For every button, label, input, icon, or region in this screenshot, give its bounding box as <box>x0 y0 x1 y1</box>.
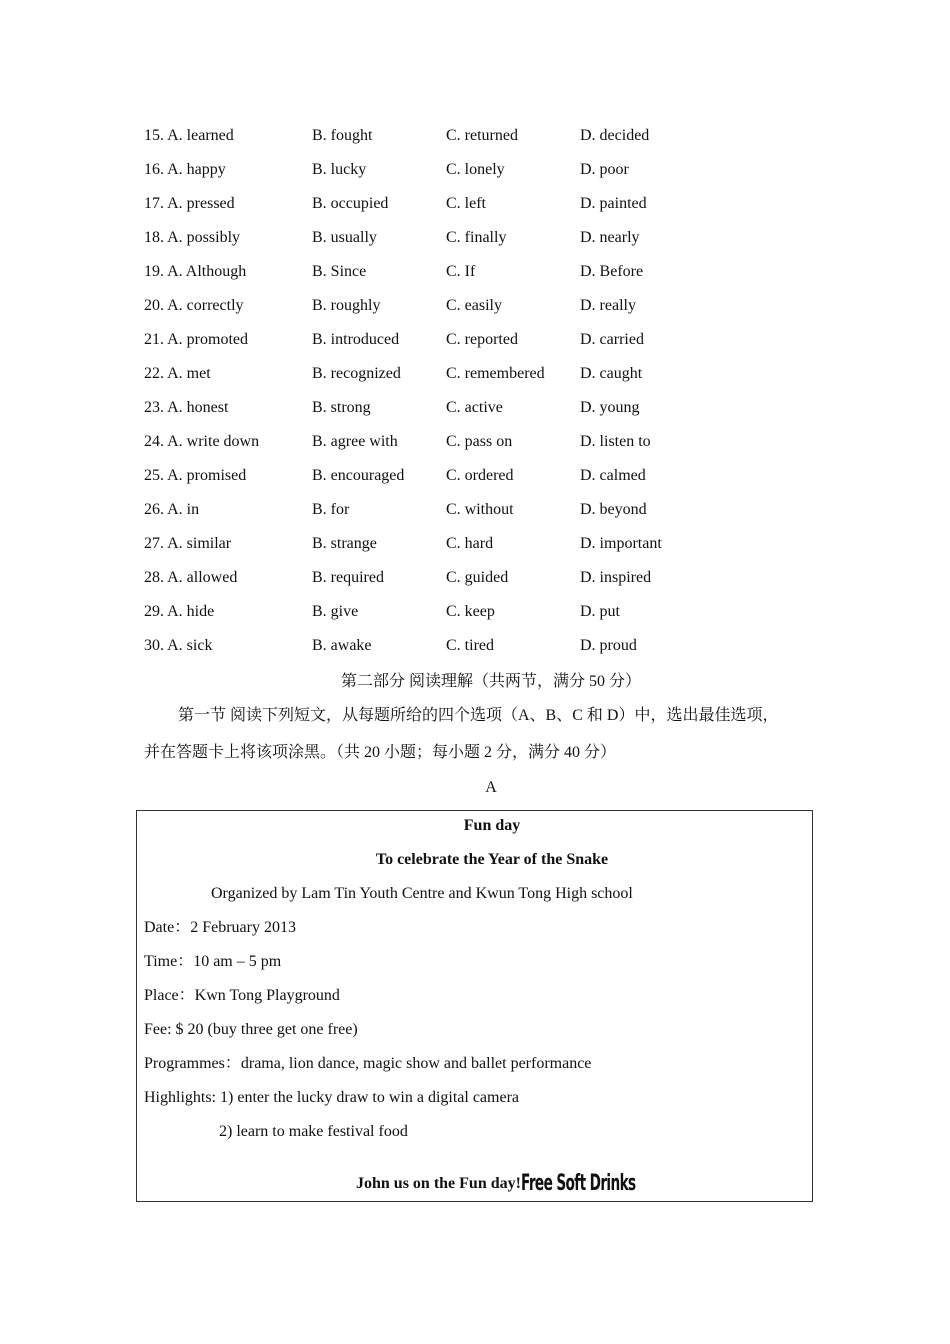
notice-footer <box>356 1173 706 1195</box>
option-d: D. proud <box>580 637 637 654</box>
notice-title: Fun day <box>463 817 521 834</box>
option-b: B. usually <box>312 229 377 246</box>
notice-date: Date：2 February 2013 <box>144 919 296 936</box>
option-c: C. active <box>446 399 503 416</box>
option-row <box>0 295 950 317</box>
option-row <box>0 363 950 385</box>
option-c: C. returned <box>446 127 518 144</box>
option-b: B. introduced <box>312 331 400 348</box>
option-d: D. decided <box>580 127 650 144</box>
option-a: 28. A. allowed <box>144 569 238 586</box>
option-d: D. nearly <box>580 229 640 246</box>
option-c: C. finally <box>446 229 507 246</box>
option-b: B. awake <box>312 637 372 654</box>
option-d: D. carried <box>580 331 644 348</box>
option-b: B. lucky <box>312 161 367 178</box>
option-row <box>0 159 950 181</box>
option-b: B. Since <box>312 263 367 280</box>
notice-time: Time：10 am – 5 pm <box>144 953 282 970</box>
option-row <box>0 261 950 283</box>
option-d: D. important <box>580 535 662 552</box>
option-b: B. recognized <box>312 365 401 382</box>
option-row <box>0 193 950 215</box>
option-a: 22. A. met <box>144 365 211 382</box>
option-d: D. beyond <box>580 501 647 518</box>
join-text: John us on the Fun day! <box>356 1175 521 1192</box>
option-row <box>0 431 950 453</box>
option-row <box>0 499 950 521</box>
option-d: D. listen to <box>580 433 651 450</box>
option-b: B. agree with <box>312 433 398 450</box>
option-d: D. calmed <box>580 467 646 484</box>
option-row <box>0 567 950 589</box>
option-b: B. encouraged <box>312 467 405 484</box>
option-c: C. guided <box>446 569 509 586</box>
option-row <box>0 601 950 623</box>
option-a: 27. A. similar <box>144 535 232 552</box>
option-b: B. for <box>312 501 350 518</box>
option-a: 18. A. possibly <box>144 229 241 246</box>
option-a: 20. A. correctly <box>144 297 244 314</box>
notice-highlight-2: 2) learn to make festival food <box>219 1123 408 1140</box>
option-row <box>0 533 950 555</box>
notice-subtitle: To celebrate the Year of the Snake <box>375 851 609 868</box>
option-d: D. caught <box>580 365 643 382</box>
option-b: B. roughly <box>312 297 381 314</box>
option-a: 19. A. Although <box>144 263 247 280</box>
option-row <box>0 465 950 487</box>
option-c: C. lonely <box>446 161 505 178</box>
option-b: B. required <box>312 569 384 586</box>
option-d: D. young <box>580 399 640 416</box>
option-d: D. Before <box>580 263 644 280</box>
option-b: B. fought <box>312 127 373 144</box>
free-drinks-text: Free Soft Drinks <box>520 1171 636 1196</box>
option-c: C. ordered <box>446 467 514 484</box>
option-a: 21. A. promoted <box>144 331 248 348</box>
notice-place: Place：Kwn Tong Playground <box>144 987 340 1004</box>
instruction-line-2: 并在答题卡上将该项涂黑。（共 20 小题；每小题 2 分，满分 40 分） <box>144 744 617 761</box>
option-b: B. give <box>312 603 359 620</box>
option-a: 26. A. in <box>144 501 200 518</box>
option-c: C. tired <box>446 637 494 654</box>
option-c: C. keep <box>446 603 495 620</box>
option-c: C. without <box>446 501 514 518</box>
option-a: 16. A. happy <box>144 161 226 178</box>
option-a: 17. A. pressed <box>144 195 235 212</box>
option-c: C. hard <box>446 535 494 552</box>
fun-day-notice <box>136 810 813 1202</box>
option-c: C. remembered <box>446 365 545 382</box>
option-b: B. occupied <box>312 195 389 212</box>
option-d: D. painted <box>580 195 647 212</box>
option-a: 24. A. write down <box>144 433 260 450</box>
option-row <box>0 397 950 419</box>
passage-label: A <box>485 779 497 796</box>
option-a: 15. A. learned <box>144 127 234 144</box>
option-a: 29. A. hide <box>144 603 215 620</box>
option-d: D. inspired <box>580 569 652 586</box>
option-d: D. poor <box>580 161 629 178</box>
option-row <box>0 125 950 147</box>
option-d: D. really <box>580 297 636 314</box>
option-c: C. pass on <box>446 433 513 450</box>
notice-organizer: Organized by Lam Tin Youth Centre and Kwun Tong High school <box>211 885 633 902</box>
option-row <box>0 635 950 657</box>
part-title: 第二部分 阅读理解（共两节，满分 50 分） <box>340 673 641 690</box>
instruction-line-1: 第一节 阅读下列短文，从每题所给的四个选项（A、B、C 和 D）中，选出最佳选项， <box>178 707 779 724</box>
notice-programmes: Programmes：drama, lion dance, magic show and ballet performance <box>144 1055 592 1072</box>
option-c: C. reported <box>446 331 518 348</box>
option-c: C. easily <box>446 297 502 314</box>
notice-highlight-1: Highlights: 1) enter the lucky draw to win a digital camera <box>144 1089 519 1106</box>
notice-fee: Fee: $ 20 (buy three get one free) <box>144 1021 358 1038</box>
option-a: 23. A. honest <box>144 399 229 416</box>
option-a: 30. A. sick <box>144 637 213 654</box>
option-c: C. left <box>446 195 486 212</box>
option-d: D. put <box>580 603 620 620</box>
option-row <box>0 227 950 249</box>
option-a: 25. A. promised <box>144 467 247 484</box>
option-b: B. strange <box>312 535 377 552</box>
option-b: B. strong <box>312 399 371 416</box>
option-c: C. If <box>446 263 476 280</box>
option-row <box>0 329 950 351</box>
